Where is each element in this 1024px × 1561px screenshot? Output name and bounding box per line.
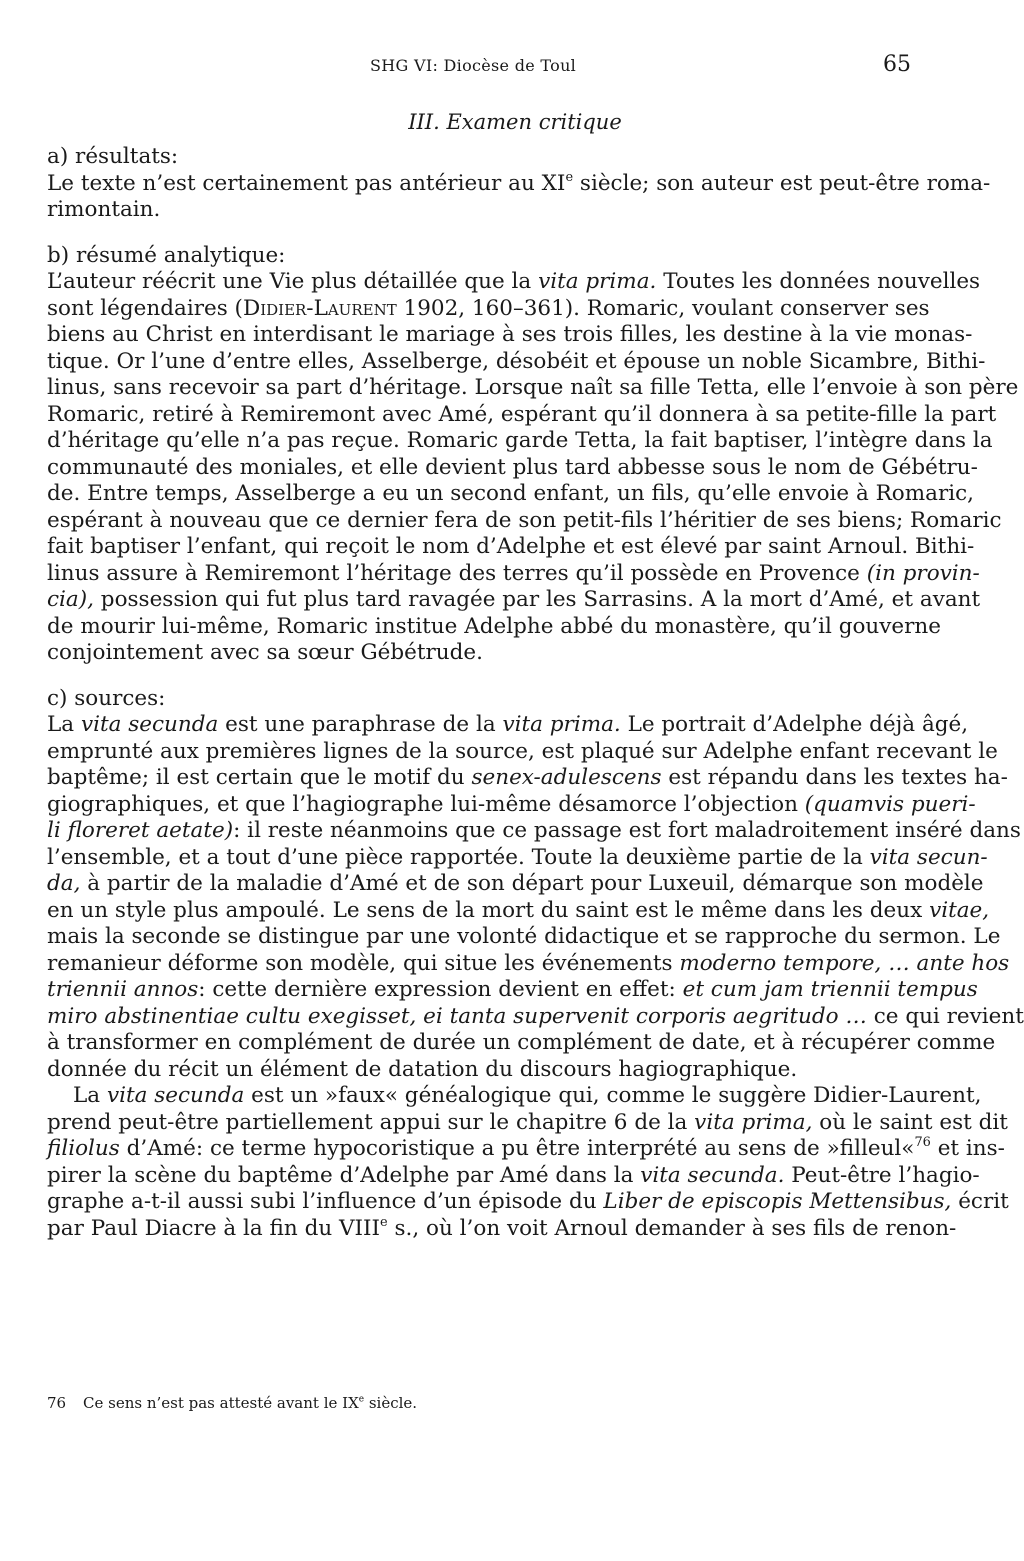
text-line: pirer la scène du baptême d’Adelphe par Amé dans la vita secunda. Peut-être l’hagio-	[47, 1162, 980, 1188]
text-line: miro abstinentiae cultu exegisset, ei tanta supervenit corporis aegritudo … ce qui revient	[47, 1003, 1024, 1029]
text-line: rimontain.	[47, 197, 161, 222]
text-line: de mourir lui-même, Romaric institue Adelphe abbé du monastère, qu’il gouverne	[47, 613, 941, 639]
text-line: par Paul Diacre à la fin du VIIIe s., où l’on voit Arnoul demander à ses fils de renon-	[47, 1214, 957, 1241]
text-line: da, à partir de la maladie d’Amé et de son départ pour Luxeuil, démarque son modèle	[47, 871, 984, 896]
text-line: espérant à nouveau que ce dernier fera de son petit-fils l’héritier de ses biens; Romaric	[47, 507, 1002, 533]
subsection-label-summary: b) résumé analytique:	[47, 242, 286, 268]
text-line: biens au Christ en interdisant le mariage à ses trois filles, les destine à la vie monas-	[47, 322, 973, 347]
text-line: d’héritage qu’elle n’a pas reçue. Romaric garde Tetta, la fait baptiser, l’intègre dans la	[47, 428, 993, 453]
subsection-label-sources: c) sources:	[47, 685, 166, 711]
author-reference: Didier-Laurent	[242, 295, 397, 321]
text-line: La vita secunda est une paraphrase de la vita prima. Le portrait d’Adelphe déjà âgé,	[47, 712, 969, 737]
text-line: conjointement avec sa sœur Gébétrude.	[47, 640, 483, 665]
text-line: de. Entre temps, Asselberge a eu un second enfant, un fils, qu’elle envoie à Romaric,	[47, 481, 974, 506]
text-line: giographiques, et que l’hagiographe lui-même désamorce l’objection (quamvis pueri-	[47, 791, 976, 817]
text-line: graphe a-t-il aussi subi l’influence d’un épisode du Liber de episcopis Mettensibus, écrit	[47, 1189, 1009, 1214]
text-line: tique. Or l’une d’entre elles, Asselberge, désobéit et épouse un noble Sicambre, Bithi-	[47, 348, 986, 374]
text-line: à transformer en complément de durée un complément de date, et à récupérer comme	[47, 1030, 996, 1055]
section-heading: III. Examen critique	[408, 110, 622, 134]
text-line: donnée du récit un élément de datation du discours hagiographique.	[47, 1056, 798, 1082]
footnote-number: 76	[47, 1394, 67, 1412]
text-line: l’ensemble, et a tout d’une pièce rapportée. Toute la deuxième partie de la vita secun-	[47, 844, 988, 870]
main-text	[47, 144, 1024, 1242]
footnote	[47, 1394, 913, 1412]
text-line: emprunté aux premières lignes de la source, est plaqué sur Adelphe enfant recevant le	[47, 738, 998, 764]
text-line: en un style plus ampoulé. Le sens de la mort du saint est le même dans les deux vitae,	[47, 897, 990, 923]
text-line: Romaric, retiré à Remiremont avec Amé, espérant qu’il donnera à sa petite-fille la part	[47, 401, 997, 427]
text-line: L’auteur réécrit une Vie plus détaillée que la vita prima. Toutes les données nouvelles	[47, 269, 981, 294]
text-line: mais la seconde se distingue par une volonté didactique et se rapproche du sermon. Le	[47, 924, 1001, 949]
text-line: triennii annos: cette dernière expression devient en effet: et cum jam triennii tempus	[47, 977, 978, 1002]
text-line: cia), possession qui fut plus tard ravagée par les Sarrasins. A la mort d’Amé, et avant	[47, 587, 981, 612]
footnote-marker: 76	[914, 1134, 931, 1150]
text-line: linus assure à Remiremont l’héritage des terres qu’il possède en Provence (in provin-	[47, 560, 980, 586]
text-line: prend peut-être partiellement appui sur le chapitre 6 de la vita prima, où le saint est dit	[47, 1109, 1008, 1135]
running-head	[0, 52, 1000, 82]
text-line: li floreret aetate): il reste néanmoins que ce passage est fort maladroitement inséré dans	[47, 818, 1021, 843]
text-line: La vita secunda est un »faux« généalogique qui, comme le suggère Didier-Laurent,	[73, 1083, 982, 1108]
running-title: SHG VI: Diocèse de Toul	[370, 56, 577, 75]
text-line: baptême; il est certain que le motif du senex-adulescens est répandu dans les textes ha-	[47, 765, 1008, 790]
text-line: fait baptiser l’enfant, qui reçoit le nom d’Adelphe et est élevé par saint Arnoul. Bithi-	[47, 534, 975, 559]
footnote-text: Ce sens n’est pas attesté avant le IXe siècle.	[83, 1394, 418, 1412]
text-line: communauté des moniales, et elle devient plus tard abbesse sous le nom de Gébétru-	[47, 454, 978, 480]
page-number: 65	[883, 52, 911, 77]
text-line: linus, sans recevoir sa part d’héritage. Lorsque naît sa fille Tetta, elle l’envoie à son père	[47, 375, 1019, 400]
text-line: Le texte n’est certainement pas antérieur au XIe siècle; son auteur est peut-être roma-	[47, 169, 991, 196]
text-line: filiolus d’Amé: ce terme hypocoristique a pu être interprété au sens de »filleul«$^{76}$ et ins-	[47, 1134, 1005, 1161]
subsection-label-results: a) résultats:	[47, 144, 179, 169]
text-line: sont légendaires (Didier-Laurent 1902, 160–361). Romaric, voulant conserver ses	[47, 295, 930, 321]
text-line: remanieur déforme son modèle, qui situe les événements moderno tempore, … ante hos	[47, 950, 1010, 976]
